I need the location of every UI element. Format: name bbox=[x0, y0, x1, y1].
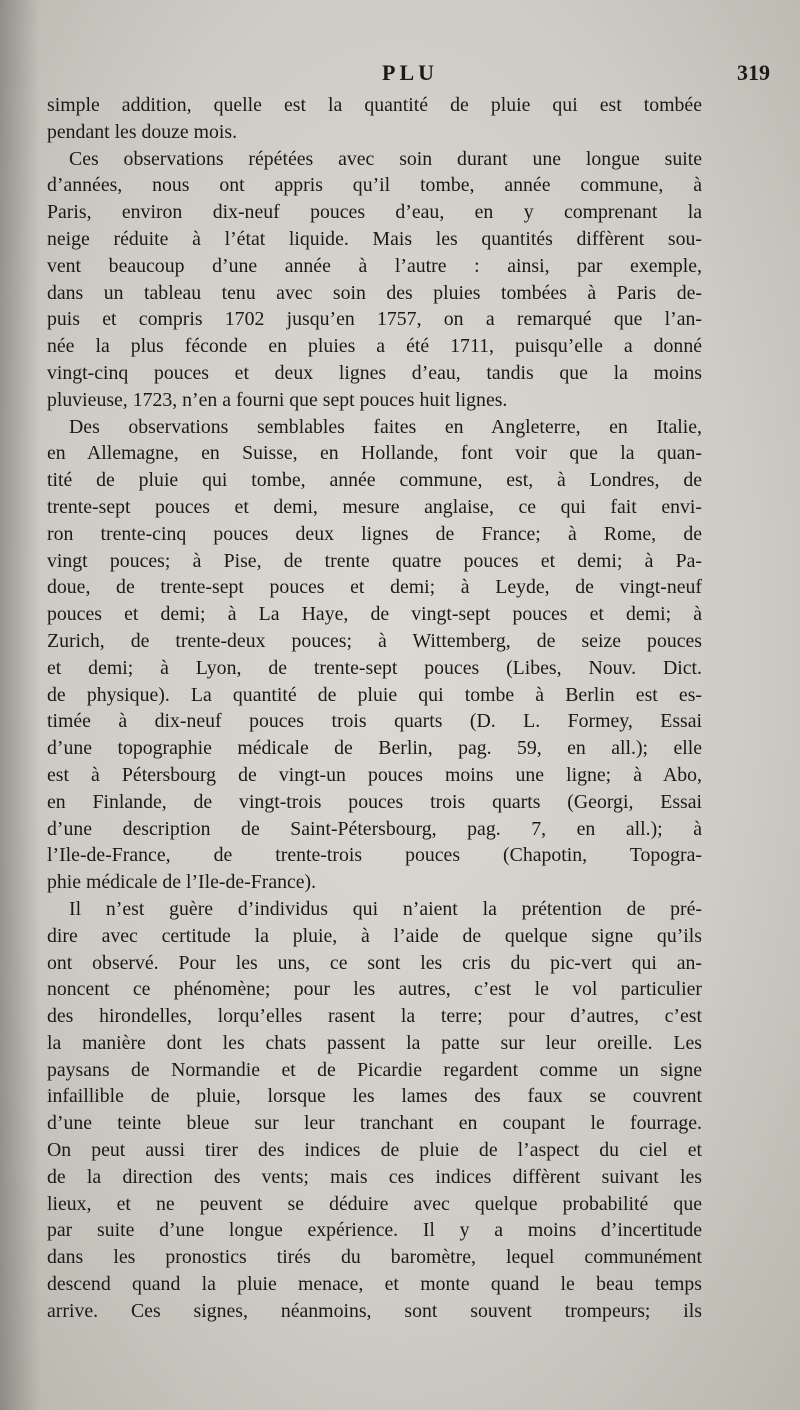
text-line: d’une description de Saint-Pétersbourg, pag. 7, en all.); à bbox=[47, 817, 702, 840]
text-line: d’années, nous ont appris qu’il tombe, année commune, à bbox=[47, 174, 702, 197]
text-line: paysans de Normandie et de Picardie regardent comme un signe bbox=[47, 1058, 702, 1081]
text-line: en Allemagne, en Suisse, en Hollande, font voir que la quan- bbox=[47, 442, 702, 465]
text-line: Paris, environ dix-neuf pouces d’eau, en y comprenant la bbox=[47, 201, 702, 224]
text-line: trente-sept pouces et demi, mesure anglaise, ce qui fait envi- bbox=[47, 495, 702, 518]
page-header bbox=[50, 60, 770, 92]
body-text bbox=[47, 92, 702, 1325]
text-line: phie médicale de l’Ile-de-France). bbox=[47, 871, 317, 894]
paragraph-2 bbox=[47, 146, 702, 414]
text-line: neige réduite à l’état liquide. Mais les quantités diffèrent sou- bbox=[47, 227, 702, 250]
text-line: pouces et demi; à La Haye, de vingt-sept pouces et demi; à bbox=[47, 603, 702, 626]
text-line: et demi; à Lyon, de trente-sept pouces (Libes, Nouv. Dict. bbox=[47, 656, 702, 679]
text-line: la manière dont les chats passent la patte sur leur oreille. Les bbox=[47, 1031, 702, 1054]
text-line: Zurich, de trente-deux pouces; à Wittemberg, de seize pouces bbox=[47, 629, 702, 652]
text-line: en Finlande, de vingt-trois pouces trois quarts (Georgi, Essai bbox=[47, 790, 702, 813]
text-line: Il n’est guère d’individus qui n’aient la prétention de pré- bbox=[69, 897, 702, 920]
page-number: 319 bbox=[737, 60, 770, 85]
text-line: par suite d’une longue expérience. Il y a moins d’incertitude bbox=[47, 1219, 702, 1242]
text-line: Des observations semblables faites en Angleterre, en Italie, bbox=[69, 415, 702, 438]
paragraph-1 bbox=[47, 92, 702, 146]
text-line: l’Ile-de-France, de trente-trois pouces (Chapotin, Topogra- bbox=[47, 844, 702, 867]
text-line: des hirondelles, lorqu’elles rasent la terre; pour d’autres, c’est bbox=[47, 1005, 702, 1028]
running-head: PLU bbox=[382, 60, 438, 85]
text-line: d’une teinte bleue sur leur tranchant en coupant le fourrage. bbox=[47, 1112, 702, 1135]
text-line: dans un tableau tenu avec soin des pluies tombées à Paris de- bbox=[47, 281, 702, 304]
text-line: dire avec certitude la pluie, à l’aide de quelque signe qu’ils bbox=[47, 924, 702, 947]
text-line: pendant les douze mois. bbox=[47, 120, 238, 143]
text-line: ron trente-cinq pouces deux lignes de France; à Rome, de bbox=[47, 522, 702, 545]
text-line: de la direction des vents; mais ces indices diffèrent suivant les bbox=[47, 1165, 702, 1188]
text-line: vent beaucoup d’une année à l’autre : ainsi, par exemple, bbox=[47, 254, 702, 277]
paragraph-4 bbox=[47, 896, 702, 1325]
text-line: dans les pronostics tirés du baromètre, lequel communément bbox=[47, 1246, 702, 1269]
text-line: simple addition, quelle est la quantité de pluie qui est tombée bbox=[47, 94, 702, 116]
text-line: timée à dix-neuf pouces trois quarts (D. L. Formey, Essai bbox=[47, 710, 702, 733]
text-line: vingt pouces; à Pise, de trente quatre pouces et demi; à Pa- bbox=[47, 549, 702, 572]
text-line: Ces observations répétées avec soin durant une longue suite bbox=[69, 147, 702, 170]
paragraph-3 bbox=[47, 414, 702, 896]
text-line: née la plus féconde en pluies a été 1711, puisqu’elle a donné bbox=[47, 335, 702, 358]
text-line: pluvieuse, 1723, n’en a fourni que sept pouces huit lignes. bbox=[47, 388, 508, 411]
text-line: arrive. Ces signes, néanmoins, sont souvent trompeurs; ils bbox=[47, 1299, 702, 1322]
text-line: infaillible de pluie, lorsque les lames des faux se couvrent bbox=[47, 1085, 702, 1108]
text-line: descend quand la pluie menace, et monte quand le beau temps bbox=[47, 1273, 702, 1296]
text-line: vingt-cinq pouces et deux lignes d’eau, tandis que la moins bbox=[47, 361, 702, 384]
text-line: de physique). La quantité de pluie qui tombe à Berlin est es- bbox=[47, 683, 702, 706]
text-line: tité de pluie qui tombe, année commune, est, à Londres, de bbox=[47, 469, 702, 492]
text-line: ont observé. Pour les uns, ce sont les cris du pic-vert qui an- bbox=[47, 951, 702, 974]
text-line: puis et compris 1702 jusqu’en 1757, on a remarqué que l’an- bbox=[47, 308, 702, 331]
text-line: d’une topographie médicale de Berlin, pag. 59, en all.); elle bbox=[47, 737, 702, 760]
text-line: On peut aussi tirer des indices de pluie de l’aspect du ciel et bbox=[47, 1139, 702, 1162]
text-line: lieux, et ne peuvent se déduire avec quelque probabilité que bbox=[47, 1192, 702, 1215]
text-line: noncent ce phénomène; pour les autres, c’est le vol particulier bbox=[47, 978, 702, 1001]
text-line: est à Pétersbourg de vingt-un pouces moins une ligne; à Abo, bbox=[47, 763, 702, 786]
text-line: doue, de trente-sept pouces et demi; à Leyde, de vingt-neuf bbox=[47, 576, 702, 599]
